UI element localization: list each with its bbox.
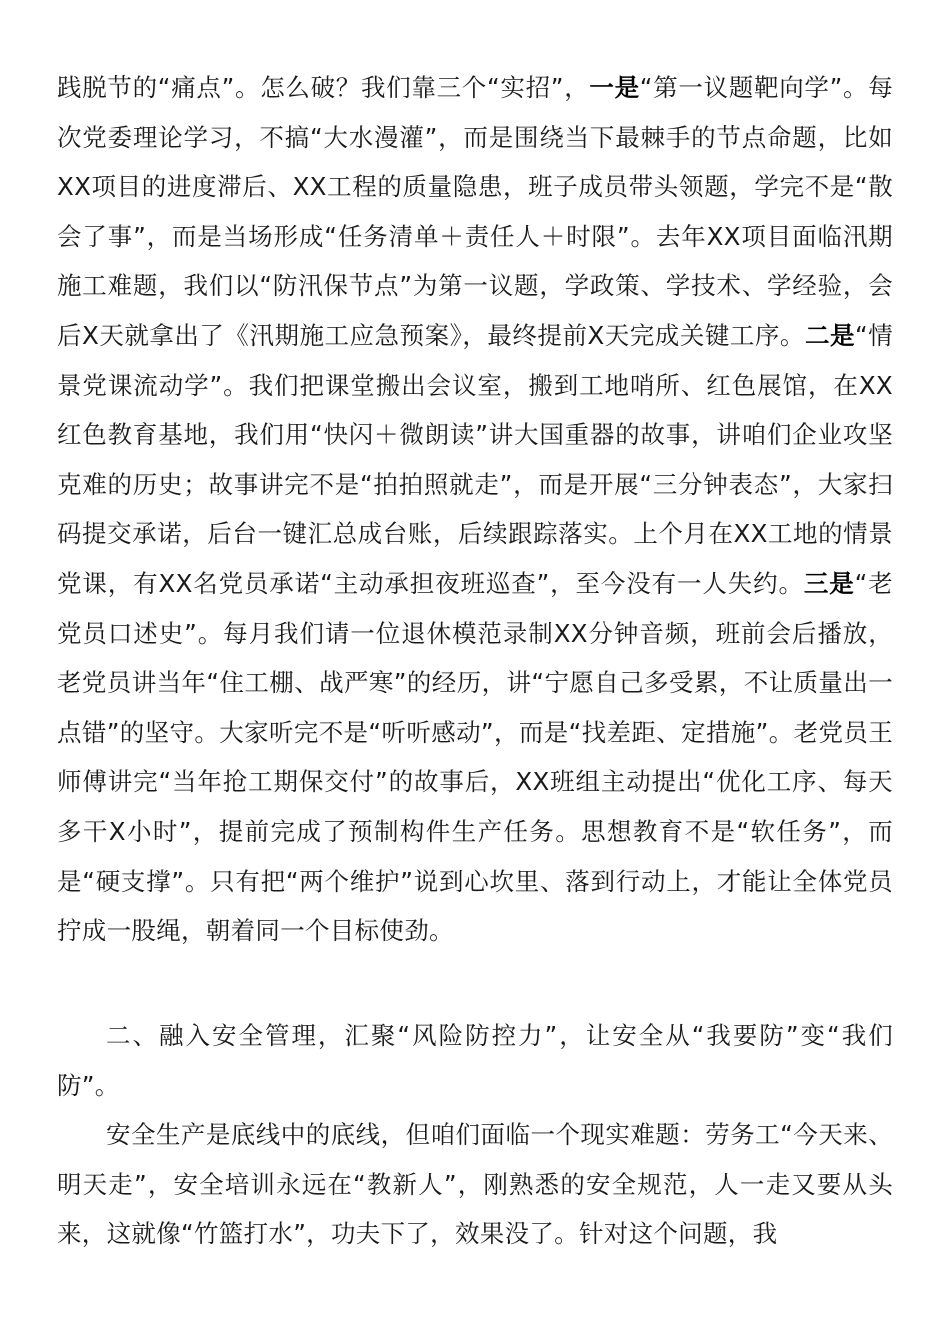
bold-marker-first: 一是	[589, 73, 640, 102]
paragraph-text: “老党员口述史”。每月我们请一位退休模范录制XX分钟音频，班前会后播放，老党员讲当年“住工棚、战严寒”的经历，讲“宁愿自己多受累，不让质量出一点错”的坚守。大家听完不是“听听感动”，而是“找差距、定措施”。老党员王师傅讲完“当年抢工期保交付”的故事后，XX班组主动提出“优化工序、每天多干X小时”，提前完成了预制构件生产任务。思想教育不是“软任务”，而是“硬支撑”。只有把“两个维护”说到心坎里、落到行动上，才能让全体党员拧成一股绳，朝着同一个目标使劲。	[57, 568, 894, 946]
paragraph-text: “情景党课流动学”。我们把课堂搬出会议室，搬到工地哨所、红色展馆，在XX红色教育基地，我们用“快闪＋微朗读”讲大国重器的故事，讲咱们企业攻坚克难的历史；故事讲完不是“拍拍照就走”，而是开展“三分钟表态”，大家扫码提交承诺，后台一键汇总成台账，后续跟踪落实。上个月在XX工地的情景党课，有XX名党员承诺“主动承担夜班巡查”，至今没有一人失约。	[57, 320, 893, 598]
body-paragraph-1	[57, 63, 893, 956]
paragraph-text: “第一议题靶向学”。每次党委理论学习，不搞“大水漫灌”，而是围绕当下最棘手的节点命题，比如XX项目的进度滞后、XX工程的质量隐患，班子成员带头领题，学完不是“散会了事”，而是当场形成“任务清单＋责任人＋时限”。去年XX项目面临汛期施工难题，我们以“防汛保节点”为第一议题，学政策、学技术、学经验，会后X天就拿出了《汛期施工应急预案》，最终提前X天完成关键工序。	[57, 73, 893, 350]
bold-marker-third: 三是	[803, 568, 855, 598]
body-paragraph-3	[57, 1110, 893, 1259]
section-heading	[57, 1011, 893, 1110]
paragraph-text: 安全生产是底线中的底线，但咱们面临一个现实难题：劳务工“今天来、明天走”，安全培训永远在“教新人”，刚熟悉的安全规范，人一走又要从头来，这就像“竹篮打水”，功夫下了，效果没了。针对这个问题，我	[57, 1120, 893, 1249]
bold-marker-second: 二是	[804, 320, 855, 350]
section-heading-text: 二、融入安全管理，汇聚“风险防控力”，让安全从“我要防”变“我们防”。	[57, 1021, 893, 1100]
paragraph-text: 践脱节的“痛点”。怎么破？我们靠三个“实招”，	[57, 73, 590, 102]
